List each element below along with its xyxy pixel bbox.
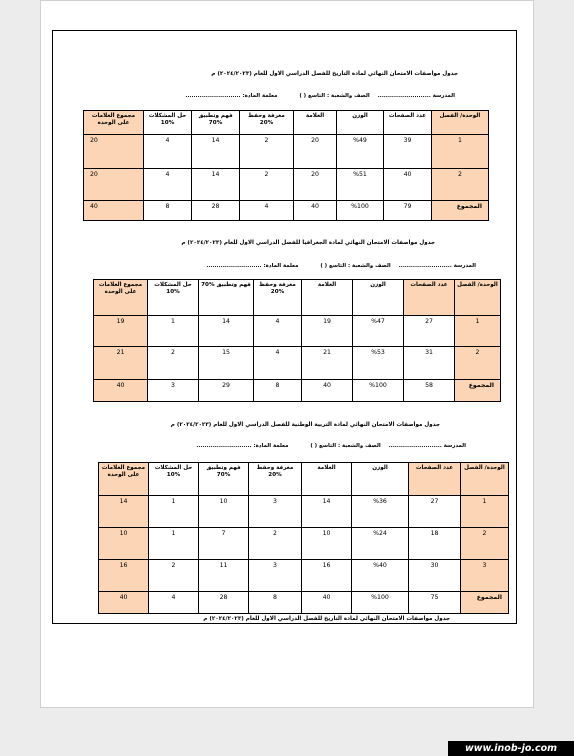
cell-unit: المجموع [432, 201, 489, 221]
header-weight: الوزن [353, 280, 404, 316]
cell-knowledge: 3 [249, 496, 302, 528]
cell-weight: %53 [353, 347, 404, 380]
header-mark: العلامة [294, 111, 337, 135]
cell-knowledge: 8 [249, 592, 302, 614]
cell-understanding: 15 [199, 347, 254, 380]
cell-problem-solving: 4 [144, 135, 192, 169]
grade-field: الصف والشعبة : التاسع ( ) [310, 443, 381, 449]
cell-understanding: 10 [199, 496, 249, 528]
table-row-total [84, 201, 489, 221]
cell-pages: 40 [384, 169, 432, 201]
cell-problem-solving: 3 [148, 380, 199, 402]
header-row [99, 463, 509, 496]
cell-weight: %49 [337, 135, 384, 169]
cell-understanding: 14 [192, 135, 240, 169]
cell-mark: 19 [302, 316, 353, 347]
cell-unit: 2 [432, 169, 489, 201]
header-total: مجموع العلامات على الوحدة [84, 111, 144, 135]
cell-understanding: 29 [199, 380, 254, 402]
cell-total: 40 [99, 592, 149, 614]
cell-knowledge: 4 [254, 347, 302, 380]
cell-mark: 10 [302, 528, 352, 560]
header-understanding: فهم وتطبيق %70 [199, 463, 249, 496]
cell-problem-solving: 4 [149, 592, 199, 614]
cell-unit: المجموع [461, 592, 509, 614]
teacher-field: معلمة المادة: ........................... [206, 263, 299, 269]
footer-title: جدول مواصفات الامتحان النهائي لمادة التاريخ للفصل الدراسي الاول للعام (٢٠٢٤/٢٠٢٣) م [203, 616, 450, 622]
cell-understanding: 28 [192, 201, 240, 221]
table-2-title: جدول مواصفات الامتحان النهائي لمادة الجغرافيا للفصل الدراسي الاول للعام (٢٠٢٤/٢٠٢٣) م [181, 240, 435, 246]
header-pages: عدد الصفحات [409, 463, 461, 496]
teacher-field: معلمة المادة: ........................... [185, 93, 278, 99]
school-field: المدرسة .......................... [388, 443, 466, 449]
cell-understanding: 11 [199, 560, 249, 592]
cell-pages: 27 [404, 316, 455, 347]
cell-pages: 18 [409, 528, 461, 560]
table-row-total [99, 592, 509, 614]
cell-mark: 40 [294, 201, 337, 221]
school-field: المدرسة .......................... [377, 93, 455, 99]
cell-total: 16 [99, 560, 149, 592]
cell-total: 20 [84, 135, 144, 169]
header-mark: العلامة [302, 280, 353, 316]
cell-pages: 79 [384, 201, 432, 221]
table-row [94, 347, 501, 380]
cell-total: 40 [94, 380, 148, 402]
cell-knowledge: 8 [254, 380, 302, 402]
table-row [99, 560, 509, 592]
cell-weight: %100 [337, 201, 384, 221]
table-1-title: جدول مواصفات الامتحان النهائي لمادة التاريخ للفصل الدراسي الاول للعام (٢٠٢٤/٢٠٢٣) م [211, 71, 458, 77]
header-unit: الوحدة/ الفصل [455, 280, 501, 316]
cell-mark: 20 [294, 169, 337, 201]
cell-understanding: 7 [199, 528, 249, 560]
cell-weight: %51 [337, 169, 384, 201]
cell-pages: 39 [384, 135, 432, 169]
spec-table-3 [98, 462, 509, 614]
header-problem-solving: حل المشكلات %10 [149, 463, 199, 496]
table-2-meta [200, 263, 476, 269]
header-pages: عدد الصفحات [384, 111, 432, 135]
table-row-total [94, 380, 501, 402]
cell-unit: المجموع [455, 380, 501, 402]
cell-mark: 20 [294, 135, 337, 169]
cell-problem-solving: 4 [144, 169, 192, 201]
school-field: المدرسة .......................... [398, 263, 476, 269]
cell-knowledge: 3 [249, 560, 302, 592]
cell-pages: 75 [409, 592, 461, 614]
cell-unit: 3 [461, 560, 509, 592]
cell-pages: 58 [404, 380, 455, 402]
table-row [99, 528, 509, 560]
cell-weight: %36 [352, 496, 409, 528]
header-unit: الوحدة/ الفصل [432, 111, 489, 135]
table-row [94, 316, 501, 347]
header-total: مجموع العلامات على الوحدة [99, 463, 149, 496]
header-weight: الوزن [337, 111, 384, 135]
cell-knowledge: 4 [254, 316, 302, 347]
table-1-meta [179, 93, 455, 99]
cell-weight: %24 [352, 528, 409, 560]
header-knowledge: معرفة وحفظ %20 [254, 280, 302, 316]
cell-pages: 31 [404, 347, 455, 380]
cell-problem-solving: 2 [149, 560, 199, 592]
cell-unit: 1 [432, 135, 489, 169]
cell-unit: 2 [461, 528, 509, 560]
cell-knowledge: 4 [240, 201, 294, 221]
cell-total: 20 [84, 169, 144, 201]
cell-weight: %40 [352, 560, 409, 592]
spec-table-1 [83, 110, 489, 221]
table-row [99, 496, 509, 528]
cell-understanding: 14 [192, 169, 240, 201]
table-row [84, 135, 489, 169]
cell-weight: %100 [352, 592, 409, 614]
header-problem-solving: حل المشكلات %10 [148, 280, 199, 316]
cell-problem-solving: 1 [148, 316, 199, 347]
cell-mark: 16 [302, 560, 352, 592]
cell-total: 14 [99, 496, 149, 528]
teacher-field: معلمة المادة: ........................... [196, 443, 289, 449]
cell-unit: 2 [455, 347, 501, 380]
header-understanding: فهم وتطبيق %70 [199, 280, 254, 316]
grade-field: الصف والشعبة : التاسع ( ) [299, 93, 370, 99]
header-mark: العلامة [302, 463, 352, 496]
header-unit: الوحدة/ الفصل [461, 463, 509, 496]
cell-pages: 27 [409, 496, 461, 528]
header-knowledge: معرفة وحفظ %20 [240, 111, 294, 135]
cell-total: 40 [84, 201, 144, 221]
table-3-title: جدول مواصفات الامتحان النهائي لمادة التربية الوطنية للفصل الدراسي الاول للعام (٢٠٢٤/٢٠٢٣) م [170, 422, 440, 428]
cell-problem-solving: 1 [149, 528, 199, 560]
cell-mark: 21 [302, 347, 353, 380]
cell-mark: 40 [302, 380, 353, 402]
header-problem-solving: حل المشكلات %10 [144, 111, 192, 135]
cell-problem-solving: 2 [148, 347, 199, 380]
header-row [94, 280, 501, 316]
header-row [84, 111, 489, 135]
cell-problem-solving: 8 [144, 201, 192, 221]
cell-mark: 14 [302, 496, 352, 528]
cell-weight: %100 [353, 380, 404, 402]
cell-knowledge: 2 [249, 528, 302, 560]
table-row [84, 169, 489, 201]
cell-mark: 40 [302, 592, 352, 614]
cell-understanding: 28 [199, 592, 249, 614]
cell-total: 19 [94, 316, 148, 347]
cell-total: 10 [99, 528, 149, 560]
header-understanding: فهم وتطبيق %70 [192, 111, 240, 135]
cell-pages: 30 [409, 560, 461, 592]
cell-unit: 1 [461, 496, 509, 528]
cell-problem-solving: 1 [149, 496, 199, 528]
header-knowledge: معرفة وحفظ %20 [249, 463, 302, 496]
cell-knowledge: 2 [240, 169, 294, 201]
cell-knowledge: 2 [240, 135, 294, 169]
header-pages: عدد الصفحات [404, 280, 455, 316]
spec-table-2 [93, 279, 501, 402]
cell-unit: 1 [455, 316, 501, 347]
header-weight: الوزن [352, 463, 409, 496]
table-3-meta [190, 443, 466, 449]
site-watermark[interactable]: www.inob-jo.com [448, 741, 574, 756]
cell-understanding: 14 [199, 316, 254, 347]
header-total: مجموع العلامات على الوحدة [94, 280, 148, 316]
grade-field: الصف والشعبة : التاسع ( ) [320, 263, 391, 269]
cell-weight: %47 [353, 316, 404, 347]
cell-total: 21 [94, 347, 148, 380]
